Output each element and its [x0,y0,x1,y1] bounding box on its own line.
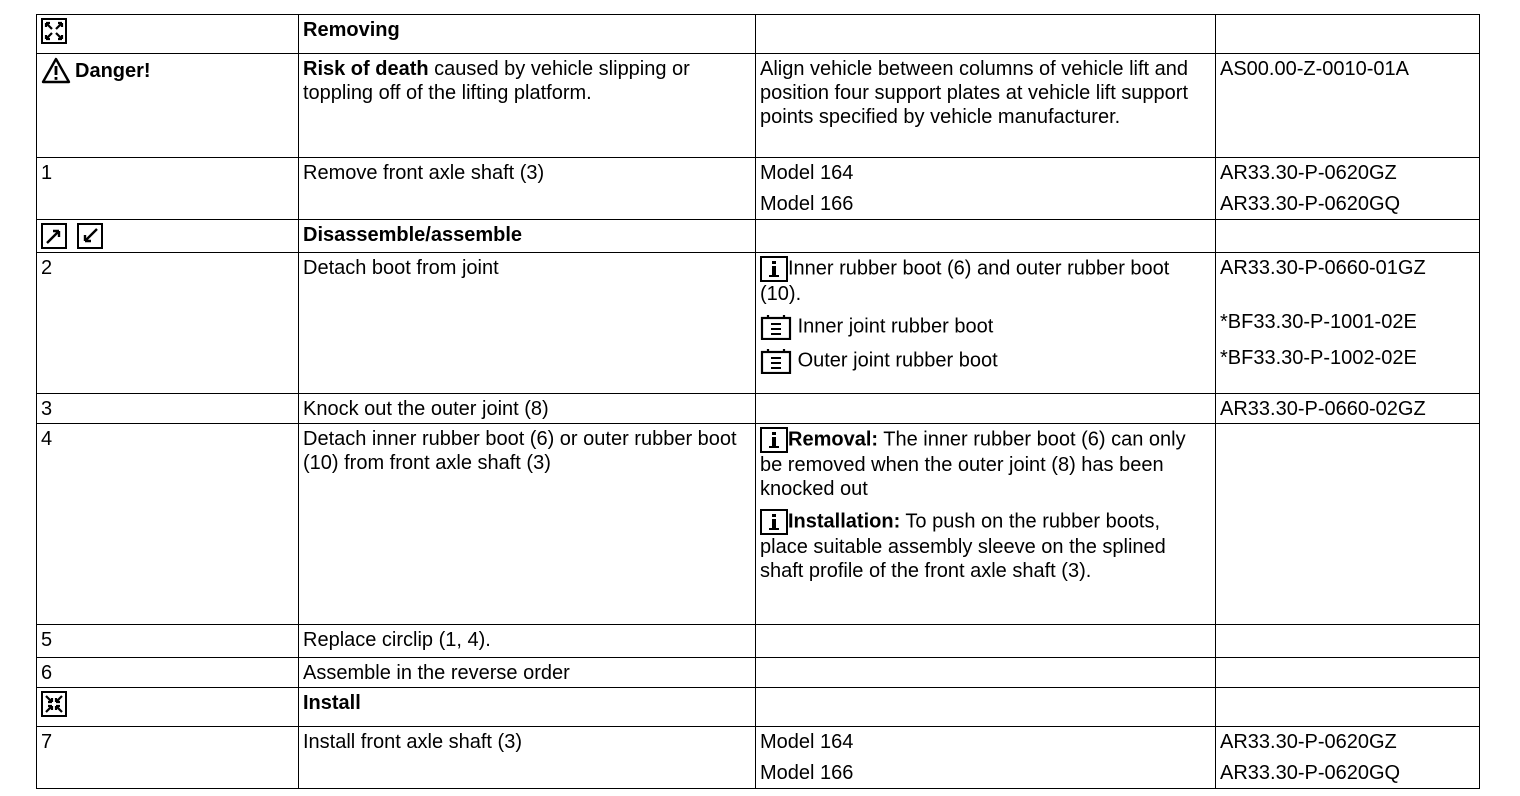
danger-text: caused by vehicle slipping or toppling off of the lifting platform. [303,58,690,104]
reference-link[interactable]: AR33.30-P-0620GZ [1220,731,1397,753]
table-row [37,394,1480,424]
document-link[interactable]: Outer joint rubber boot [797,349,998,372]
danger-heading: Risk of death [303,58,429,80]
table-row [37,54,1480,158]
step-number: 4 [37,424,299,625]
removal-icon [41,18,67,44]
expand-icon [41,223,67,249]
step-number: 7 [37,727,299,789]
table-row [37,15,1480,54]
section-title: Install [299,688,756,727]
step-number: 2 [37,253,299,394]
reference-link[interactable]: AR33.30-P-0660-02GZ [1216,394,1480,424]
install-icon [41,691,67,717]
step-text: Install front axle shaft (3) [299,727,756,789]
step-cell [37,15,299,54]
reference-link[interactable]: AR33.30-P-0620GZ [1220,162,1397,184]
section-title: Removing [299,15,756,54]
model-label: Model 164 [760,162,854,184]
reference-link[interactable]: *BF33.30-P-1001-02E [1220,311,1417,333]
step-text: Assemble in the reverse order [299,658,756,688]
note-heading: Removal: [788,428,879,451]
step-text: Detach inner rubber boot (6) or outer rubber boot (10) from front axle shaft (3) [299,424,756,625]
instruction-text: Align vehicle between columns of vehicle lift and position four support plates at vehicle lift support points specified by vehicle manufacturer. [756,54,1216,158]
info-icon [760,427,788,453]
note-text: To push on the rubber boots, place suitable assembly sleeve on the splined shaft profile of the front axle shaft (3). [760,510,1166,582]
note-text: Inner rubber boot (6) and outer rubber boot (10). [760,257,1170,305]
step-text: Knock out the outer joint (8) [299,394,756,424]
reference-link[interactable]: AR33.30-P-0620GQ [1220,193,1401,215]
model-label: Model 164 [760,731,854,753]
reference-link[interactable]: AR33.30-P-0620GQ [1220,762,1401,784]
document-icon [760,314,792,340]
procedure-table [36,14,1480,789]
document-icon [760,348,792,374]
table-row [37,658,1480,688]
table-row [37,727,1480,789]
danger-label: Danger! [75,59,151,82]
collapse-icon [77,223,103,249]
table-row [37,688,1480,727]
table-row [37,253,1480,394]
model-label: Model 166 [760,762,854,784]
step-number: 5 [37,625,299,658]
reference-link[interactable]: AR33.30-P-0660-01GZ [1220,257,1426,279]
warning-triangle-icon [41,57,71,84]
step-number: 6 [37,658,299,688]
table-row [37,625,1480,658]
info-icon [760,256,788,282]
step-text: Detach boot from joint [299,253,756,394]
note-heading: Installation: [788,510,901,533]
table-row [37,158,1480,220]
model-label: Model 166 [760,193,854,215]
step-text: Remove front axle shaft (3) [299,158,756,220]
table-row [37,220,1480,253]
step-number: 3 [37,394,299,424]
section-title: Disassemble/assemble [299,220,756,253]
document-link[interactable]: Inner joint rubber boot [797,315,994,338]
step-text: Replace circlip (1, 4). [299,625,756,658]
reference-link[interactable]: *BF33.30-P-1002-02E [1220,347,1417,369]
table-row [37,424,1480,625]
note-text: The inner rubber boot (6) can only be removed when the outer joint (8) has been knocked out [760,428,1186,500]
step-number: 1 [37,158,299,220]
reference-code: AS00.00-Z-0010-01A [1216,54,1480,158]
info-icon [760,509,788,535]
